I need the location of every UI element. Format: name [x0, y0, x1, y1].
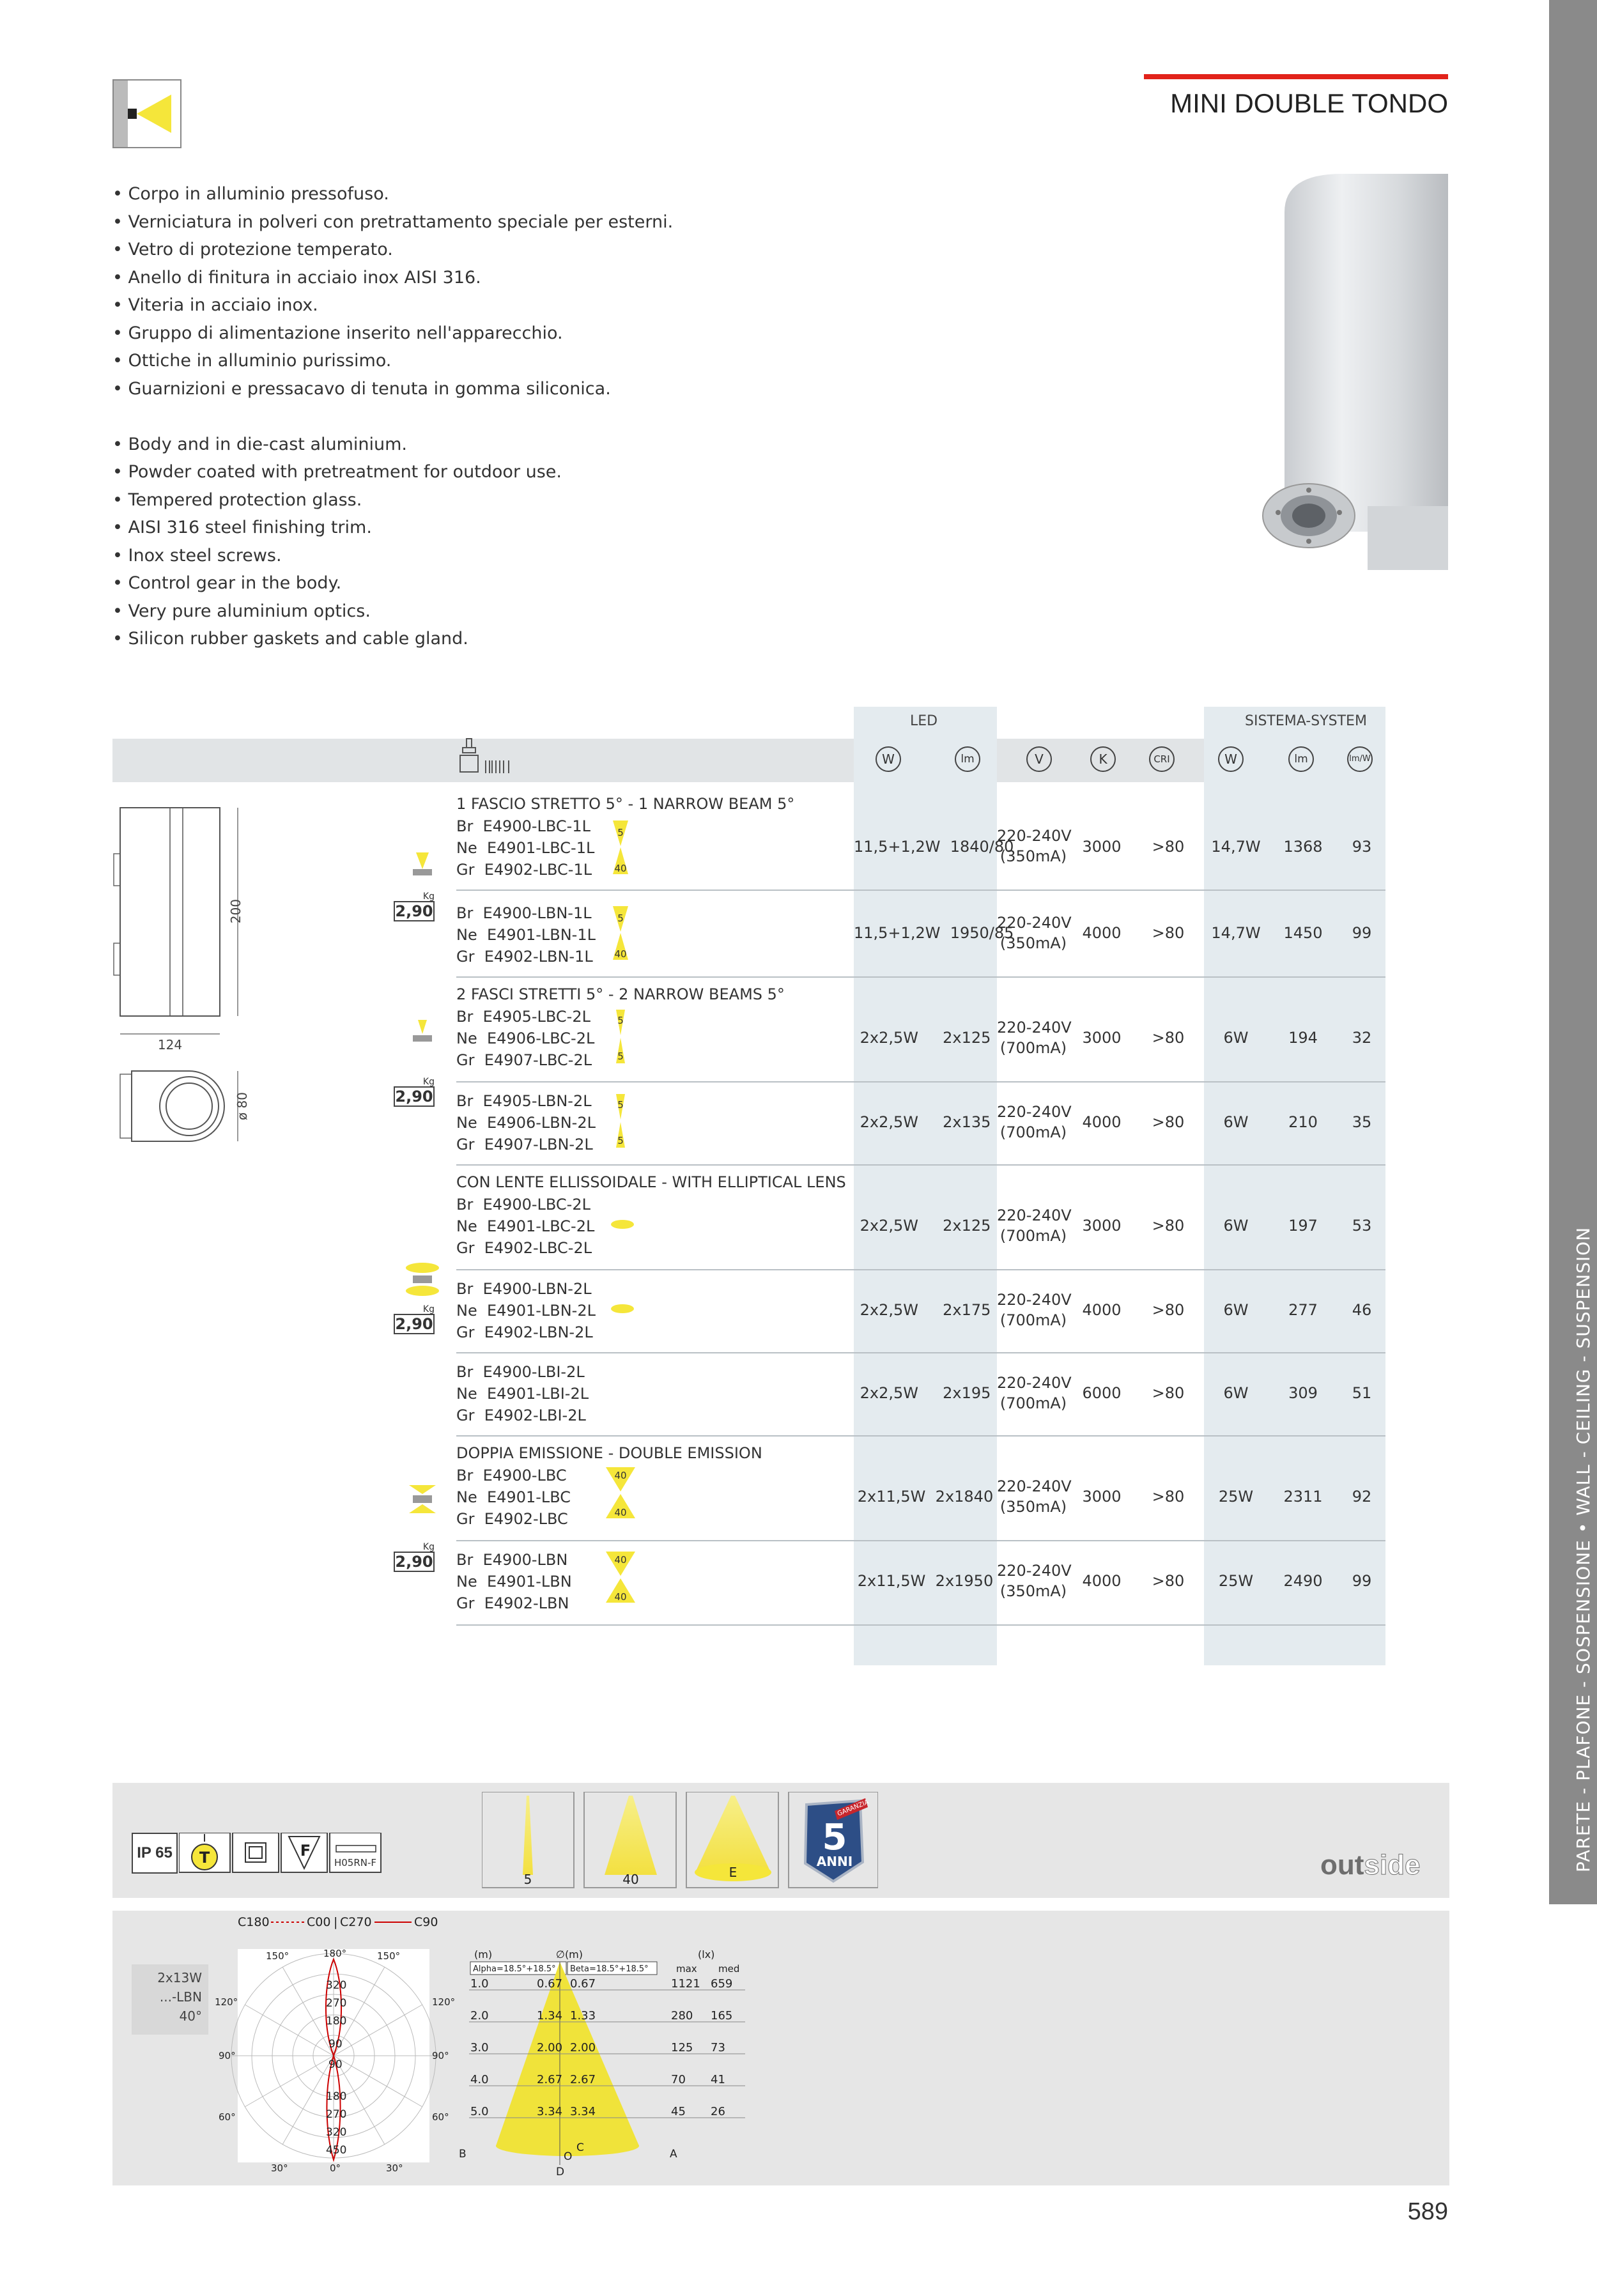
- cone-corner-label: C: [576, 2141, 584, 2154]
- angle-label: 60°: [432, 2111, 449, 2123]
- cone-diameter-a: 2.00: [537, 2041, 563, 2054]
- system-lumen: 309: [1288, 1384, 1318, 1402]
- svg-text:|: |: [334, 1915, 338, 1929]
- system-watt: 25W: [1218, 1488, 1254, 1506]
- system-lumen: 1450: [1283, 924, 1323, 942]
- voltage: 220-240V (350mA): [997, 914, 1072, 952]
- feature-en: • Body and in die-cast aluminium.: [112, 434, 408, 454]
- cri: >80: [1152, 1113, 1185, 1131]
- system-lumen: 210: [1288, 1113, 1318, 1131]
- system-watt: 6W: [1223, 1301, 1249, 1319]
- cone-diameter-a: 0.67: [537, 1977, 563, 1991]
- svg-text:40: 40: [614, 948, 627, 960]
- system-watt: 6W: [1223, 1113, 1249, 1131]
- beam-5-40-icon: [611, 906, 630, 960]
- svg-text:5: 5: [617, 1135, 624, 1146]
- page-number: 589: [1407, 2198, 1448, 2225]
- lumen-icon: lm: [955, 746, 980, 772]
- angle-label: 90°: [219, 2050, 236, 2061]
- certification-symbols: [179, 1833, 382, 1874]
- feature-en: • Tempered protection glass.: [112, 489, 362, 510]
- voltage: 220-240V (700mA): [997, 1374, 1072, 1412]
- cone-lux-max: 280: [671, 2009, 693, 2022]
- product-title: MINI DOUBLE TONDO: [1170, 88, 1448, 118]
- cone-diameter-b: 0.67: [570, 1977, 596, 1991]
- warranty-text: ANNI: [816, 1854, 853, 1869]
- elliptical-beam-icon: [610, 1302, 635, 1315]
- efficacy-icon: lm/W: [1347, 746, 1373, 772]
- system-watt: 25W: [1218, 1572, 1254, 1590]
- beam-40-40-icon: [605, 1467, 636, 1518]
- dim-width: 124: [157, 1037, 183, 1052]
- side-tab: [1549, 0, 1597, 1904]
- angle-label: 0°: [330, 2162, 341, 2174]
- brand-logo: outside: [1320, 1849, 1421, 1881]
- feature-it: • Corpo in alluminio pressofuso.: [112, 184, 389, 204]
- cone-lux-med: 26: [711, 2105, 725, 2118]
- polar-value: 320: [326, 1979, 347, 1992]
- polar-and-cone-diagrams: [112, 1911, 828, 2185]
- angle-label: 180°: [323, 1948, 347, 1959]
- code-list: Br E4900-LBI-2L Ne E4901-LBI-2L Gr E4902-LBI-2L: [456, 1363, 589, 1424]
- kelvin-icon: K: [1090, 746, 1116, 772]
- double-emission-symbol: [400, 1484, 445, 1535]
- angle-label: 150°: [266, 1950, 289, 1962]
- angle-label: 90°: [432, 2050, 449, 2061]
- warranty-number: 5: [822, 1817, 847, 1858]
- efficacy: 99: [1352, 1572, 1372, 1590]
- power-lumen: 2x2,5W 2x175: [860, 1301, 991, 1319]
- cone-alpha: Alpha=18.5°+18.5°: [473, 1964, 556, 1974]
- cone-beta: Beta=18.5°+18.5°: [570, 1964, 649, 1974]
- efficacy: 51: [1352, 1384, 1372, 1402]
- title-accent-bar: [1144, 74, 1448, 79]
- system-watt: 14,7W: [1211, 924, 1261, 942]
- cone-diameter-a: 1.34: [537, 2009, 563, 2022]
- cone-max: max: [676, 1963, 697, 1975]
- system-header: SISTEMA-SYSTEM: [1245, 713, 1367, 729]
- cone-diameter-a: 2.67: [537, 2073, 563, 2086]
- feature-en: • Powder coated with pretreatment for outdoor use.: [112, 462, 562, 482]
- system-watt-icon: W: [1218, 746, 1244, 772]
- svg-text:40: 40: [614, 1470, 627, 1481]
- cone-height: 3.0: [470, 2041, 489, 2054]
- feature-en: • Silicon rubber gaskets and cable gland.: [112, 629, 468, 649]
- beam-label-e: E: [729, 1865, 737, 1880]
- spec-table: [112, 707, 1385, 1665]
- svg-text:40: 40: [614, 1507, 627, 1518]
- kelvin: 3000: [1082, 1029, 1122, 1047]
- kelvin: 4000: [1082, 1113, 1122, 1131]
- cone-corner-label: B: [459, 2148, 467, 2161]
- polar-value: 270: [326, 1997, 347, 2010]
- feature-it: • Vetro di protezione temperato.: [112, 240, 393, 259]
- power-lumen: 2x2,5W 2x125: [860, 1029, 991, 1047]
- beam-5-5-icon: [611, 1094, 630, 1148]
- wall-light-type-icon: [112, 79, 181, 148]
- kelvin: 6000: [1082, 1384, 1122, 1402]
- feature-en: • Very pure aluminium optics.: [112, 601, 371, 621]
- dim-diameter: ø 80: [235, 1091, 250, 1121]
- code-list: Br E4900-LBN Ne E4901-LBN Gr E4902-LBN: [456, 1551, 572, 1612]
- voltage: 220-240V (700mA): [997, 1019, 1072, 1057]
- f-rating-label: F: [300, 1842, 311, 1860]
- beam-angle-icons: [482, 1792, 878, 1889]
- legend-c180: C180: [238, 1915, 270, 1929]
- section-title: 1 FASCIO STRETTO 5° - 1 NARROW BEAM 5°: [456, 795, 795, 813]
- cri: >80: [1152, 1029, 1185, 1047]
- lamp-code-icon: [458, 736, 521, 776]
- section-title: DOPPIA EMISSIONE - DOUBLE EMISSION: [456, 1444, 762, 1462]
- elliptical-beam-icon: [610, 1218, 635, 1231]
- svg-text:5: 5: [617, 1015, 624, 1026]
- cri: >80: [1152, 1572, 1185, 1590]
- code-list: Br E4900-LBC Ne E4901-LBC Gr E4902-LBC: [456, 1467, 571, 1528]
- ip65-badge: IP 65: [132, 1833, 178, 1874]
- feature-it: • Gruppo di alimentazione inserito nell'apparecchio.: [112, 323, 563, 343]
- weight-badge: Kg 2,90: [394, 892, 435, 921]
- svg-text:40: 40: [614, 1554, 627, 1566]
- cri-icon: CRI: [1149, 746, 1175, 772]
- feature-it: • Anello di finitura in acciaio inox AISI 316.: [112, 267, 481, 288]
- cri: >80: [1152, 838, 1185, 856]
- kelvin: 3000: [1082, 1217, 1122, 1235]
- voltage: 220-240V (700mA): [997, 1103, 1072, 1141]
- code-list: Br E4900-LBC-1L Ne E4901-LBC-1L Gr E4902-LBC-1L: [456, 817, 595, 879]
- cri: >80: [1152, 1488, 1185, 1506]
- polar-value: 320: [326, 2126, 347, 2139]
- legend-c270: C270: [340, 1915, 372, 1929]
- beam-40-40-icon: [605, 1552, 636, 1603]
- power-lumen: 2x11,5W 2x1950: [857, 1572, 994, 1590]
- feature-it: • Verniciatura in polveri con pretrattamento speciale per esterni.: [112, 212, 674, 232]
- cone-corner-label: O: [564, 2150, 573, 2163]
- dim-height: 200: [228, 898, 243, 924]
- cone-diameter-a: 3.34: [537, 2105, 563, 2118]
- cone-lux-max: 45: [671, 2105, 686, 2118]
- kelvin: 3000: [1082, 1488, 1122, 1506]
- code-list: Br E4900-LBC-2L Ne E4901-LBC-2L Gr E4902-LBC-2L: [456, 1196, 595, 1257]
- cri: >80: [1152, 924, 1185, 942]
- system-lumen: 2311: [1283, 1488, 1323, 1506]
- power-lumen: 2x2,5W 2x125: [860, 1217, 991, 1235]
- angle-label: 30°: [386, 2162, 403, 2174]
- efficacy: 99: [1352, 924, 1372, 942]
- legend-c90: C90: [414, 1915, 438, 1929]
- system-watt: 6W: [1223, 1217, 1249, 1235]
- cone-height: 1.0: [470, 1977, 489, 1991]
- led-header: LED: [910, 713, 938, 729]
- photometric-data: [112, 1911, 1449, 2185]
- kelvin: 4000: [1082, 1301, 1122, 1319]
- efficacy: 93: [1352, 838, 1372, 856]
- feature-en: • Control gear in the body.: [112, 573, 342, 593]
- system-lumen: 2490: [1283, 1572, 1323, 1590]
- info-code: ...-LBN: [159, 1989, 202, 2005]
- feature-list: [112, 180, 1071, 653]
- efficacy: 35: [1352, 1113, 1372, 1131]
- feature-it: • Ottiche in alluminio purissimo.: [112, 351, 392, 371]
- cri: >80: [1152, 1384, 1185, 1402]
- system-lumen: 277: [1288, 1301, 1318, 1319]
- kelvin: 4000: [1082, 1572, 1122, 1590]
- system-lumen: 197: [1288, 1217, 1318, 1235]
- voltage: 220-240V (350mA): [997, 1477, 1072, 1516]
- cone-diameter-b: 2.00: [570, 2041, 596, 2054]
- code-list: Br E4900-LBN-2L Ne E4901-LBN-2L Gr E4902-LBN-2L: [456, 1280, 596, 1341]
- system-watt: 6W: [1223, 1384, 1249, 1402]
- cone-height: 2.0: [470, 2009, 489, 2022]
- cone-corner-label: A: [670, 2148, 677, 2161]
- beam-5-40-icon: [611, 821, 630, 874]
- efficacy: 46: [1352, 1301, 1372, 1319]
- cone-lux-max: 70: [671, 2073, 686, 2086]
- angle-label: 60°: [219, 2111, 236, 2123]
- power-lumen: 11,5+1,2W 1840/80: [854, 838, 1014, 856]
- code-list: Br E4900-LBN-1L Ne E4901-LBN-1L Gr E4902-LBN-1L: [456, 904, 596, 966]
- warranty-ribbon-text: GARANZIA: [836, 1798, 870, 1818]
- beam-label-40: 40: [622, 1872, 639, 1887]
- power-lumen: 11,5+1,2W 1950/85: [854, 924, 1014, 942]
- cone-diameter-b: 3.34: [570, 2105, 596, 2118]
- polar-value: 270: [326, 2108, 347, 2121]
- efficacy: 32: [1352, 1029, 1372, 1047]
- cone-med: med: [718, 1963, 740, 1975]
- system-lumen-icon: lm: [1288, 746, 1314, 772]
- info-angle: 40°: [179, 2008, 202, 2024]
- t-rating-label: T: [199, 1849, 210, 1867]
- angle-label: 120°: [432, 1996, 456, 2008]
- svg-text:5: 5: [617, 827, 624, 838]
- watt-icon: W: [876, 746, 901, 772]
- cone-lux-med: 659: [711, 1977, 733, 1991]
- cone-height: 5.0: [470, 2105, 489, 2118]
- voltage: 220-240V (350mA): [997, 827, 1072, 865]
- cone-height: 4.0: [470, 2073, 489, 2086]
- cone-head-lx: (lx): [698, 1948, 715, 1961]
- feature-en: • AISI 316 steel finishing trim.: [112, 518, 372, 537]
- weight-badge: Kg 2,90: [394, 1305, 435, 1334]
- polar-value: 90: [328, 2038, 343, 2051]
- weight-badge: Kg 2,90: [394, 1543, 435, 1572]
- section-title: CON LENTE ELLISSOIDALE - WITH ELLIPTICAL LENS: [456, 1173, 846, 1191]
- polar-value: 90: [328, 2058, 343, 2071]
- weight-badge: Kg 2,90: [394, 1077, 435, 1107]
- beam-5-5-icon: [611, 1010, 630, 1063]
- power-lumen: 2x11,5W 2x1840: [857, 1488, 994, 1506]
- cone-lux-med: 41: [711, 2073, 725, 2086]
- code-list: Br E4905-LBC-2L Ne E4906-LBC-2L Gr E4907-LBC-2L: [456, 1008, 595, 1069]
- code-list: Br E4905-LBN-2L Ne E4906-LBN-2L Gr E4907-LBN-2L: [456, 1092, 596, 1153]
- beam-label-5: 5: [523, 1872, 532, 1887]
- voltage: 220-240V (350mA): [997, 1562, 1072, 1600]
- angle-label: 150°: [377, 1950, 401, 1962]
- angle-label: 120°: [215, 1996, 238, 2008]
- system-lumen: 194: [1288, 1029, 1318, 1047]
- cri: >80: [1152, 1217, 1185, 1235]
- cone-diameter-b: 2.67: [570, 2073, 596, 2086]
- kelvin: 4000: [1082, 924, 1122, 942]
- svg-text:5: 5: [617, 1099, 624, 1111]
- cone-diameter-b: 1.33: [570, 2009, 596, 2022]
- feature-it: • Viteria in acciaio inox.: [112, 295, 318, 315]
- efficacy: 92: [1352, 1488, 1372, 1506]
- product-photo: [1240, 174, 1448, 583]
- cone-head-m: (m): [474, 1948, 493, 1961]
- feature-it: • Guarnizioni e pressacavo di tenuta in gomma siliconica.: [112, 378, 611, 399]
- cone-head-d: ∅(m): [556, 1948, 583, 1961]
- cone-corner-label: D: [556, 2166, 565, 2178]
- cri: >80: [1152, 1301, 1185, 1319]
- info-power: 2x13W: [157, 1970, 202, 1985]
- side-tab-label: PARETE - PLAFONE - SOSPENSIONE • WALL - CEILING - SUSPENSION: [1573, 1226, 1594, 1872]
- feature-en: • Inox steel screws.: [112, 545, 282, 566]
- polar-value: 180: [326, 2090, 347, 2103]
- system-lumen: 1368: [1283, 838, 1323, 856]
- svg-text:40: 40: [614, 863, 627, 874]
- angle-label: 30°: [271, 2162, 288, 2174]
- cone-lux-max: 1121: [671, 1977, 700, 1991]
- cone-lux-max: 125: [671, 2041, 693, 2054]
- voltage: 220-240V (700mA): [997, 1291, 1072, 1329]
- certification-icon-bar: [112, 1783, 1449, 1898]
- cone-lux-med: 73: [711, 2041, 725, 2054]
- power-lumen: 2x2,5W 2x135: [860, 1113, 991, 1131]
- section-title: 2 FASCI STRETTI 5° - 2 NARROW BEAMS 5°: [456, 985, 785, 1003]
- legend-c00: C00: [307, 1915, 331, 1929]
- system-watt: 6W: [1223, 1029, 1249, 1047]
- polar-value: 450: [326, 2144, 347, 2157]
- kelvin: 3000: [1082, 838, 1122, 856]
- cone-lux-med: 165: [711, 2009, 733, 2022]
- polar-value: 180: [326, 2015, 347, 2028]
- volt-icon: V: [1026, 746, 1052, 772]
- svg-text:5: 5: [617, 913, 624, 924]
- svg-text:40: 40: [614, 1591, 627, 1603]
- power-lumen: 2x2,5W 2x195: [860, 1384, 991, 1402]
- dimension-drawing: [112, 803, 285, 1199]
- svg-text:5: 5: [617, 1051, 624, 1062]
- voltage: 220-240V (700mA): [997, 1206, 1072, 1245]
- system-watt: 14,7W: [1211, 838, 1261, 856]
- cable-type-label: H05RN-F: [334, 1857, 377, 1868]
- efficacy: 53: [1352, 1217, 1372, 1235]
